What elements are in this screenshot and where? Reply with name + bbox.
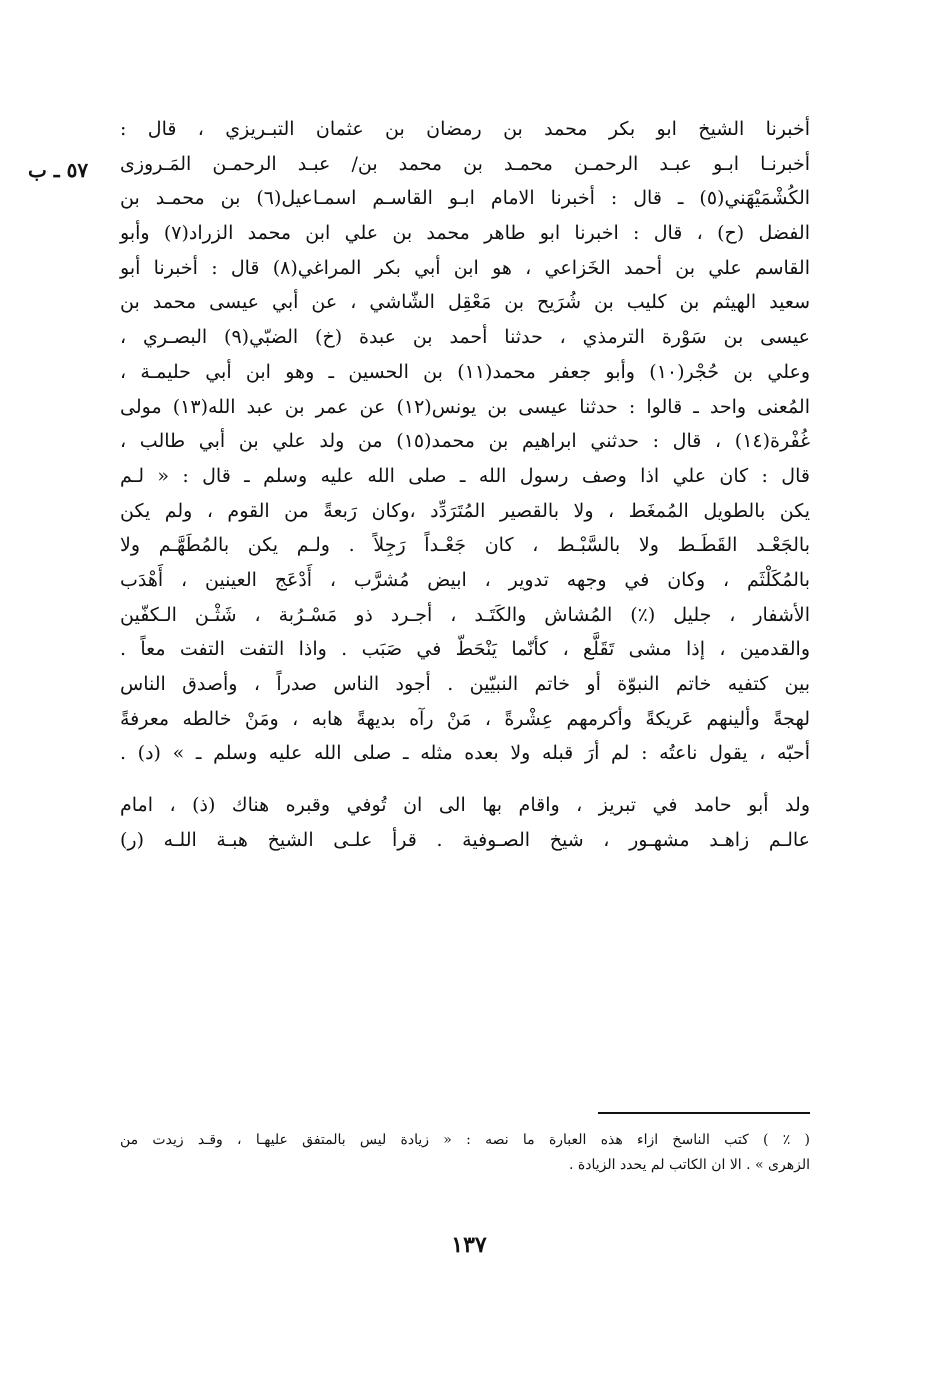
- text-line: عيسى بن سَوْرة الترمذي ، حدثنا أحمد بن عبدة (خ) الضبّي(٩) البصـري ،: [120, 326, 810, 349]
- second-paragraph: [120, 788, 810, 857]
- footnote: [120, 1128, 810, 1178]
- text-line: الفضل (ح) ، قال : اخبرنا ابو طاهر محمد بن علي ابن محمد الزراد(٧) وأبو: [120, 222, 810, 245]
- text-line: عالـم زاهـد مشهـور ، شيخ الصـوفية . قرأ علـى الشيخ هبـة اللـه (ر): [120, 828, 810, 851]
- text-line: أخبرنا الشيخ ابو بكر محمد بن رمضان بن عثمان التبـريزي ، قال :: [120, 118, 810, 140]
- text-line: غُفْرة(١٤) ، قال : حدثني ابراهيم بن محمد(١٥) من ولد علي بن أبي طالب ،: [120, 430, 811, 453]
- main-text: [120, 112, 810, 771]
- footnote-divider: [598, 1112, 810, 1114]
- text-line: قال : كان علي اذا وصف رسول الله ـ صلى الله عليه وسلم ـ قال : « لـم: [120, 464, 810, 487]
- text-line: ( ٪ ) كتب الناسخ ازاء هذه العبارة ما نصه : « زيادة ليس بالمتفق عليهـا ، وقـد زيدت من: [120, 1132, 810, 1148]
- text-line: يكن بالطويل المُمغَط ، ولا بالقصير المُتَرَدِّد ،وكان رَبعةً من القوم ، ولم يكن: [120, 499, 810, 522]
- text-line: الأشفار ، جليل (٪) المُشاش والكَتَـد ، أجـرد ذو مَسْـرُبة ، شَثْـن الـكفّين: [120, 603, 810, 626]
- text-line: أحبّه ، يقول ناعتُه : لم أرَ قبله ولا بعده مثله ـ صلى الله عليه وسلم ـ » (د) .: [120, 742, 810, 765]
- text-line: بين كتفيه خاتم النبوّة أو خاتم النبيّين . أجود الناس صدراً ، وأصدق الناس: [120, 673, 810, 695]
- page-number: ١٣٧: [451, 1232, 487, 1258]
- text-line: الزهرى » . الا ان الكاتب لم يحدد الزيادة .: [568, 1157, 810, 1173]
- text-line: وعلي بن حُجْر(١٠) وأبو جعفر محمد(١١) بن الحسين ـ وهو ابن أبي حليمـة ،: [120, 360, 810, 383]
- text-line: بالمُكَلْثَم ، وكان في وجهه تدوير ، ابيض مُشرَّب ، أَدْعَج العينين ، أَهْدَب: [120, 568, 810, 591]
- text-line: سعيد الهيثم بن كليب بن شُرَيح بن مَعْقِل الشّاشي ، عن أبي عيسى محمد بن: [120, 291, 810, 314]
- manuscript-folio-note: ٥٧ ـ ب: [28, 158, 89, 182]
- text-line: بالجَعْـد القَطَـط ولا بالسَّبْـط ، كان جَعْـداً رَجِلاً . ولـم يكن بالمُطَهَّـم ولا: [120, 534, 810, 557]
- text-line: المُعنى واحد ـ قالوا : حدثنا عيسى بن يونس(١٢) عن عمر بن عبد الله(١٣) مولى: [120, 395, 810, 418]
- text-line: ولد أبو حامد في تبريز ، واقام بها الى ان تُوفي وقبره هناك (ذ) ، امام: [120, 794, 810, 816]
- text-line: والقدمين ، إذا مشى تَقَلَّع ، كأنّما يَنْحَطّ في صَبَب . واذا التفت التفت معاً .: [120, 638, 810, 661]
- text-line: الكُشْمَيْهَني(٥) ـ قال : أخبرنا الامام ابـو القاسـم اسمـاعيل(٦) بن محمـد بن: [120, 187, 811, 210]
- text-line: القاسم علي بن أحمد الخَزاعي ، هو ابن أبي بكر المراغي(٨) قال : أخبرنا أبو: [120, 256, 810, 279]
- text-line: أخبرنـا ابـو عبـد الرحمـن محمـد بن محمد بن/ عبـد الرحمـن المَـروزى: [120, 152, 810, 175]
- text-line: لهجةً وألينهم عَريكةً وأكرمهم عِشْرةً ، مَنْ رآه بديهةً هابه ، ومَنْ خالطه معرفةً: [120, 707, 810, 730]
